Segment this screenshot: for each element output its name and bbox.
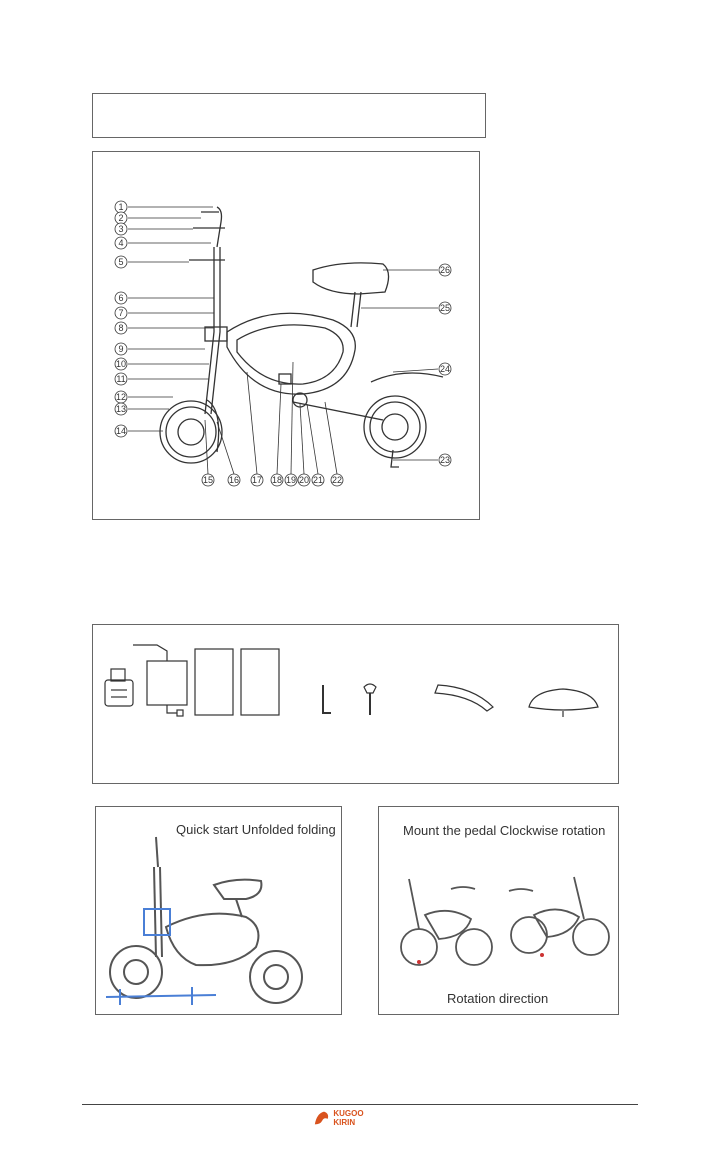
- quick-start-illustration: [96, 807, 343, 1016]
- callout-4: 4: [118, 238, 124, 248]
- callout-9: 9: [118, 344, 124, 354]
- callout-21: 21: [312, 475, 324, 485]
- pedal-mount-photo: [378, 806, 619, 1015]
- folding-caption: Quick start Unfolded folding: [176, 822, 336, 837]
- callout-13: 13: [115, 404, 127, 414]
- quick-start-photo: [95, 806, 342, 1015]
- callout-26: 26: [439, 265, 451, 275]
- callout-24: 24: [439, 364, 451, 374]
- title-box: [92, 93, 486, 138]
- callout-6: 6: [118, 293, 124, 303]
- pedal-icon: [105, 669, 133, 706]
- callout-3: 3: [118, 224, 124, 234]
- dragon-logo-icon: [313, 1109, 331, 1127]
- charger-icon: [133, 645, 187, 716]
- callout-20: 20: [298, 475, 310, 485]
- callout-25: 25: [439, 303, 451, 313]
- parts-diagram: [92, 151, 480, 520]
- callout-10: 10: [115, 359, 127, 369]
- callout-2: 2: [118, 213, 124, 223]
- seat-icon: [529, 689, 598, 717]
- accessories-box: [92, 624, 619, 784]
- logo-text: KUGOO KIRIN: [333, 1109, 364, 1127]
- footer-divider: [82, 1104, 638, 1105]
- callout-8: 8: [118, 323, 124, 333]
- rotation-caption: Rotation direction: [447, 991, 549, 1006]
- bike-diagram-svg: [93, 152, 481, 521]
- pedal-caption: Mount the pedal Clockwise rotation: [403, 823, 606, 838]
- hex-key-icon: [323, 685, 331, 713]
- wrench-icon: [364, 684, 376, 715]
- callout-19: 19: [285, 475, 297, 485]
- footer-logo: [313, 1108, 383, 1128]
- callout-11: 11: [116, 374, 126, 384]
- manual-icon: [241, 649, 279, 715]
- accessories-svg: [93, 625, 620, 785]
- pedal-mount-illustration: [379, 807, 620, 1016]
- callout-15: 15: [202, 475, 214, 485]
- callout-23: 23: [439, 455, 451, 465]
- callout-18: 18: [271, 475, 283, 485]
- callout-17: 17: [251, 475, 263, 485]
- callout-16: 16: [228, 475, 240, 485]
- fender-icon: [435, 685, 493, 711]
- callout-22: 22: [331, 475, 343, 485]
- callout-14: 14: [115, 426, 127, 436]
- callout-5: 5: [118, 257, 124, 267]
- callout-7: 7: [118, 308, 124, 318]
- callout-1: 1: [118, 202, 124, 212]
- callout-12: 12: [115, 392, 127, 402]
- manual-icon: [195, 649, 233, 715]
